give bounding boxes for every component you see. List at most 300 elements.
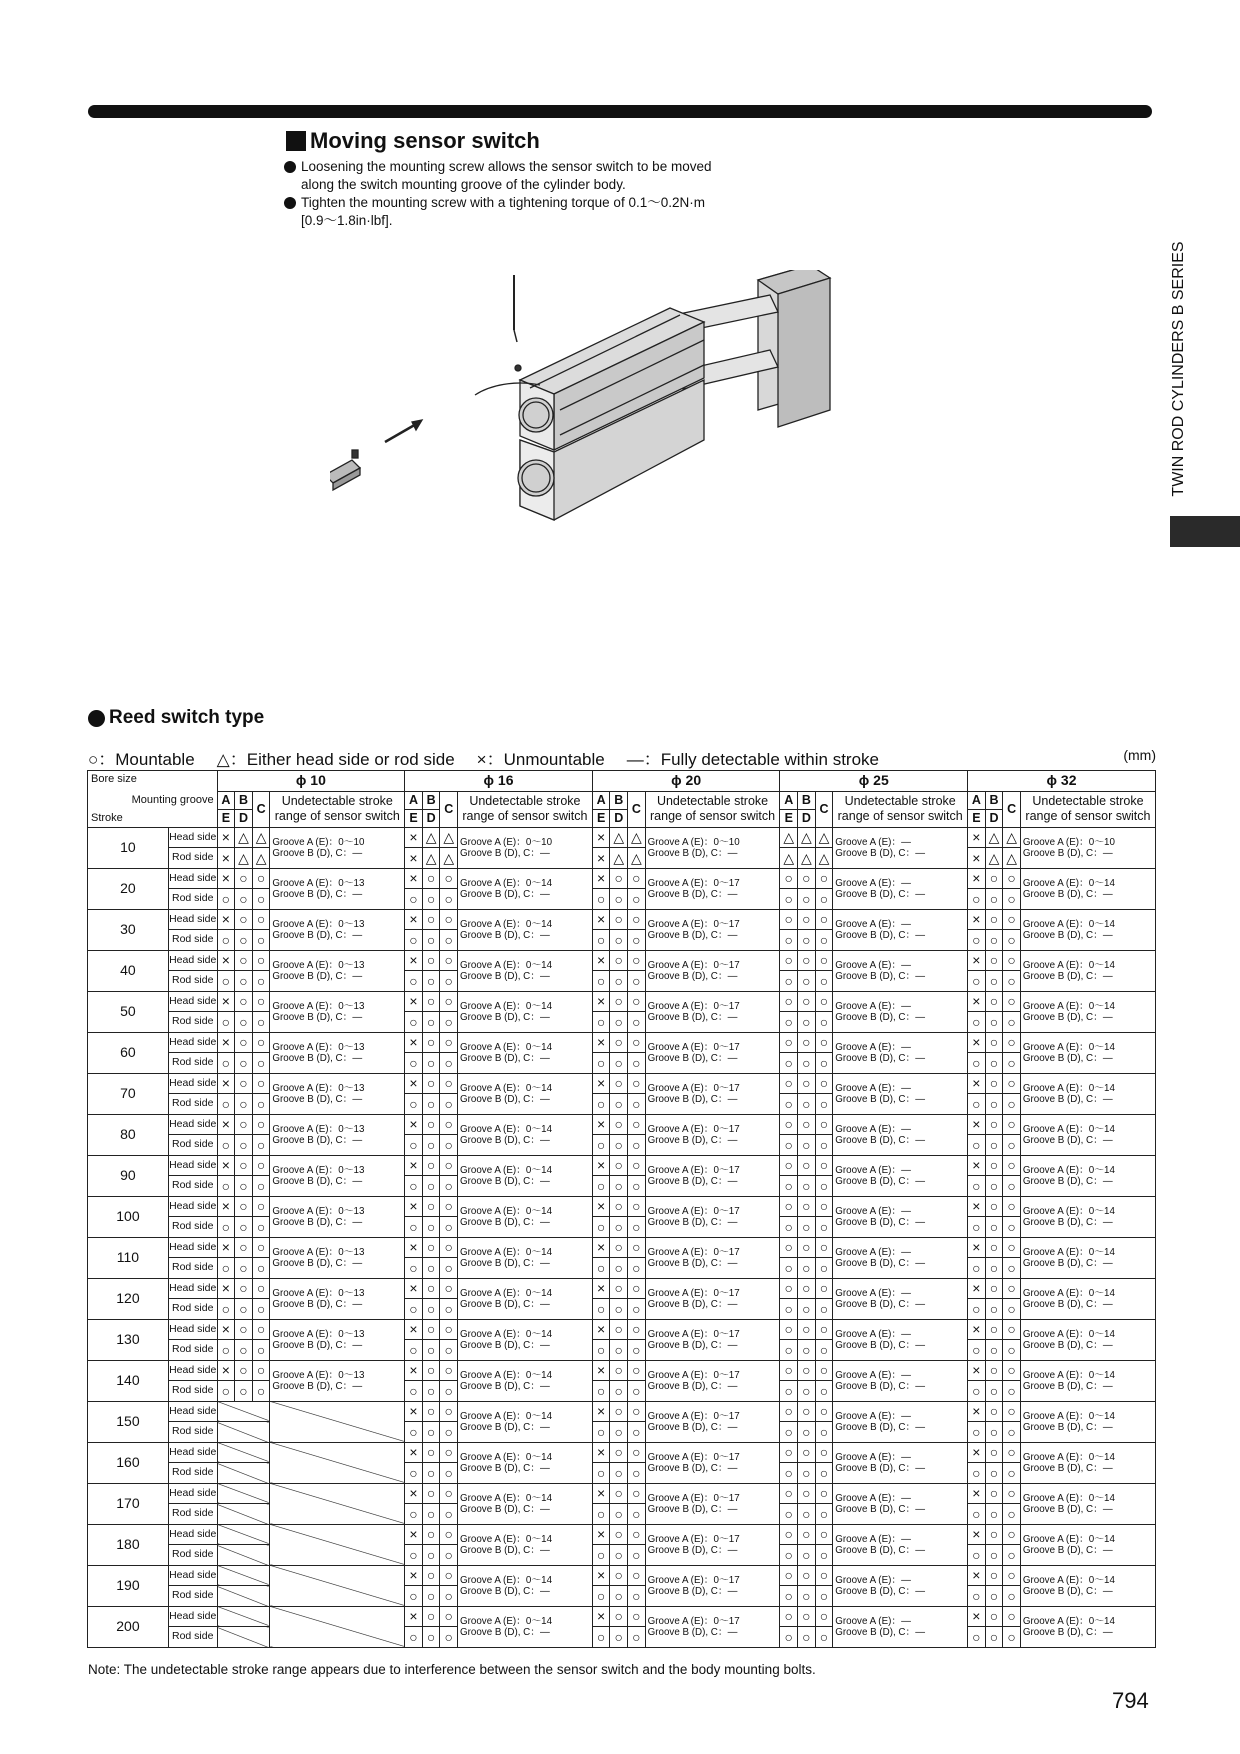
mount-symbol: ○ — [252, 1135, 270, 1156]
undetectable-range — [833, 1360, 968, 1401]
mount-symbol: ○ — [405, 930, 423, 951]
mount-symbol: △ — [815, 827, 833, 848]
groove-b-range: Groove B (D), C：— — [1022, 1257, 1113, 1269]
not-available-cell — [217, 1565, 270, 1586]
mount-symbol: ○ — [628, 1340, 646, 1361]
mount-symbol: ○ — [780, 1032, 798, 1053]
head-side-label: Head side — [168, 1483, 217, 1504]
mount-symbol: ○ — [235, 1217, 253, 1238]
groove-e-header: E — [405, 809, 423, 827]
mount-symbol: ○ — [968, 1504, 986, 1525]
mount-symbol: × — [968, 1319, 986, 1340]
bore-size-header: ϕ 32 — [968, 771, 1156, 792]
mount-symbol: ○ — [815, 868, 833, 889]
mount-symbol: ○ — [422, 1237, 440, 1258]
undetectable-range — [645, 1401, 780, 1442]
mount-symbol: ○ — [610, 1442, 628, 1463]
groove-b-range: Groove B (D), C：— — [835, 1585, 926, 1597]
mount-symbol: △ — [1003, 827, 1021, 848]
mount-symbol: ○ — [610, 1381, 628, 1402]
groove-b-range: Groove B (D), C：— — [1022, 1544, 1113, 1556]
undetectable-range — [1020, 1196, 1155, 1237]
mount-symbol: ○ — [798, 1463, 816, 1484]
mount-symbol: ○ — [780, 1463, 798, 1484]
mount-symbol: ○ — [235, 1340, 253, 1361]
mount-symbol: ○ — [815, 1196, 833, 1217]
table-row — [88, 909, 1156, 930]
rod-side-label: Rod side — [168, 1627, 217, 1648]
groove-b-range: Groove B (D), C：— — [835, 1175, 926, 1187]
mount-symbol: ○ — [985, 1360, 1003, 1381]
page-number: 794 — [1112, 1688, 1149, 1713]
mount-symbol: × — [405, 909, 423, 930]
mount-symbol: × — [592, 1073, 610, 1094]
mount-symbol: △ — [815, 848, 833, 869]
mount-symbol: ○ — [780, 1422, 798, 1443]
head-side-label: Head side — [168, 1114, 217, 1135]
groove-a-range: Groove A (E)：0～13 — [272, 1164, 365, 1176]
table-row — [88, 868, 1156, 889]
undetectable-range — [270, 1073, 405, 1114]
mount-symbol: ○ — [610, 1627, 628, 1648]
undetectable-range — [645, 1073, 780, 1114]
undetectable-range — [833, 1483, 968, 1524]
mount-symbol: ○ — [780, 889, 798, 910]
undetectable-range — [833, 868, 968, 909]
groove-b-range: Groove B (D), C：— — [1022, 1503, 1113, 1515]
groove-a-range: Groove A (E)：0～14 — [460, 1492, 553, 1504]
mount-symbol: ○ — [405, 1217, 423, 1238]
not-available-cell — [217, 1545, 270, 1566]
mount-symbol: ○ — [592, 1422, 610, 1443]
groove-a-range: Groove A (E)：0～14 — [460, 1533, 553, 1545]
section-title — [286, 128, 540, 154]
groove-b-range: Groove B (D), C：— — [272, 1298, 363, 1310]
groove-b-range: Groove B (D), C：— — [460, 929, 550, 941]
mount-symbol: △ — [440, 848, 458, 869]
head-side-label: Head side — [168, 1565, 217, 1586]
groove-a-range: Groove A (E)：0～14 — [1022, 1246, 1115, 1258]
mount-symbol: ○ — [628, 1155, 646, 1176]
groove-b-range: Groove B (D), C：— — [460, 1175, 550, 1187]
mount-symbol: × — [968, 868, 986, 889]
mount-symbol: ○ — [798, 1586, 816, 1607]
mount-symbol: ○ — [628, 1196, 646, 1217]
mount-symbol: ○ — [422, 1381, 440, 1402]
undetectable-range — [270, 991, 405, 1032]
mount-symbol: ○ — [628, 1545, 646, 1566]
undetectable-range — [458, 950, 593, 991]
mount-symbol: ○ — [592, 1176, 610, 1197]
table-row — [88, 1114, 1156, 1135]
mount-symbol: ○ — [422, 1340, 440, 1361]
mount-symbol: ○ — [592, 1299, 610, 1320]
mount-symbol: ○ — [1003, 1360, 1021, 1381]
mount-symbol: ○ — [610, 1217, 628, 1238]
table-corner-cell — [88, 771, 218, 828]
rod-side-label: Rod side — [168, 1012, 217, 1033]
mount-symbol: ○ — [1003, 1401, 1021, 1422]
subsection-title: Reed switch type — [88, 707, 264, 729]
mount-symbol: ○ — [235, 889, 253, 910]
mount-symbol: ○ — [422, 1422, 440, 1443]
mount-symbol: ○ — [252, 1114, 270, 1135]
head-side-label: Head side — [168, 1319, 217, 1340]
groove-a-range: Groove A (E)：0～13 — [272, 1246, 365, 1258]
mount-symbol: × — [592, 991, 610, 1012]
mount-symbol: ○ — [235, 1319, 253, 1340]
groove-a-range: Groove A (E)：— — [835, 1164, 911, 1176]
head-side-label: Head side — [168, 1360, 217, 1381]
groove-b-range: Groove B (D), C：— — [835, 1134, 926, 1146]
mount-symbol: × — [592, 827, 610, 848]
undetectable-range — [645, 868, 780, 909]
mount-symbol: ○ — [985, 889, 1003, 910]
mount-symbol: ○ — [440, 930, 458, 951]
mount-symbol: × — [968, 848, 986, 869]
mount-symbol: × — [968, 1606, 986, 1627]
mount-symbol: ○ — [422, 1442, 440, 1463]
stroke-value: 200 — [88, 1606, 169, 1647]
groove-a-range: Groove A (E)：0～17 — [647, 1615, 740, 1627]
groove-a-range: Groove A (E)：0～17 — [647, 1041, 740, 1053]
mount-symbol: ○ — [798, 1381, 816, 1402]
groove-a-range: Groove A (E)：0～13 — [272, 877, 365, 889]
groove-d-header: D — [422, 809, 440, 827]
series-side-tab — [1170, 516, 1240, 547]
mount-symbol: ○ — [610, 1360, 628, 1381]
mount-symbol: ○ — [610, 1606, 628, 1627]
mount-symbol: ○ — [815, 1053, 833, 1074]
undetectable-range — [833, 1606, 968, 1647]
mount-symbol: ○ — [405, 1504, 423, 1525]
mount-symbol: × — [405, 1155, 423, 1176]
groove-b-range: Groove B (D), C：— — [835, 1298, 926, 1310]
mount-symbol: ○ — [780, 1340, 798, 1361]
undetectable-range — [833, 1319, 968, 1360]
table-row — [88, 1073, 1156, 1094]
mount-symbol: ○ — [628, 950, 646, 971]
groove-b-range: Groove B (D), C：— — [272, 1093, 363, 1105]
mount-symbol: ○ — [628, 1463, 646, 1484]
mount-symbol: ○ — [422, 1524, 440, 1545]
table-row — [88, 1176, 1156, 1197]
mount-symbol: ○ — [968, 1217, 986, 1238]
rod-side-label: Rod side — [168, 1504, 217, 1525]
table-row — [88, 930, 1156, 951]
mount-symbol: ○ — [628, 1360, 646, 1381]
undetectable-range — [458, 991, 593, 1032]
table-row — [88, 1237, 1156, 1258]
undetectable-range — [458, 1114, 593, 1155]
mount-symbol: ○ — [422, 1606, 440, 1627]
mount-symbol: ○ — [217, 1258, 235, 1279]
mount-symbol: ○ — [252, 1012, 270, 1033]
mount-symbol: ○ — [610, 950, 628, 971]
mount-symbol: ○ — [780, 971, 798, 992]
groove-b-range: Groove B (D), C：— — [1022, 1585, 1113, 1597]
mount-symbol: ○ — [1003, 1565, 1021, 1586]
mount-symbol: ○ — [422, 1565, 440, 1586]
mount-symbol: ○ — [610, 971, 628, 992]
groove-a-range: Groove A (E)：0～14 — [1022, 1615, 1115, 1627]
groove-a-range: Groove A (E)：0～17 — [647, 1451, 740, 1463]
undetectable-range — [458, 1155, 593, 1196]
instructions — [284, 158, 784, 230]
mount-symbol: ○ — [798, 1565, 816, 1586]
groove-e-header: E — [968, 809, 986, 827]
mount-symbol: ○ — [628, 1053, 646, 1074]
mount-symbol: ○ — [780, 1442, 798, 1463]
mount-symbol: ○ — [610, 930, 628, 951]
mount-symbol: ○ — [440, 1524, 458, 1545]
mount-symbol: ○ — [592, 1135, 610, 1156]
mount-symbol: ○ — [422, 1196, 440, 1217]
mount-symbol: ○ — [440, 868, 458, 889]
groove-b-range: Groove B (D), C：— — [835, 1462, 926, 1474]
mount-symbol: × — [968, 909, 986, 930]
groove-b-range: Groove B (D), C：— — [647, 1298, 738, 1310]
undetectable-range — [270, 1278, 405, 1319]
mount-symbol: ○ — [628, 868, 646, 889]
mount-symbol: ○ — [798, 1627, 816, 1648]
mount-symbol: ○ — [780, 1196, 798, 1217]
mount-symbol: ○ — [252, 1258, 270, 1279]
mount-symbol: ○ — [1003, 1155, 1021, 1176]
groove-a-range: Groove A (E)：— — [835, 1533, 911, 1545]
mount-symbol: × — [217, 909, 235, 930]
mount-symbol: ○ — [798, 1299, 816, 1320]
undetectable-range — [270, 950, 405, 991]
mount-symbol: ○ — [217, 1381, 235, 1402]
head-side-label: Head side — [168, 1401, 217, 1422]
mount-symbol: ○ — [628, 1524, 646, 1545]
mount-symbol: ○ — [798, 1442, 816, 1463]
table-row — [88, 1032, 1156, 1053]
groove-b-range: Groove B (D), C：— — [647, 1544, 738, 1556]
mount-symbol: ○ — [780, 1176, 798, 1197]
undetectable-range — [1020, 1073, 1155, 1114]
groove-c-header: C — [815, 791, 833, 827]
groove-b-range: Groove B (D), C：— — [272, 1175, 363, 1187]
mount-symbol: ○ — [628, 1237, 646, 1258]
groove-b-range: Groove B (D), C：— — [272, 970, 363, 982]
groove-b-range: Groove B (D), C：— — [272, 1257, 363, 1269]
undetectable-range — [458, 1442, 593, 1483]
groove-b-range: Groove B (D), C：— — [1022, 1626, 1113, 1638]
mount-symbol: × — [217, 1278, 235, 1299]
mount-symbol: ○ — [985, 1340, 1003, 1361]
groove-a-range: Groove A (E)：— — [835, 1410, 911, 1422]
mount-symbol: ○ — [235, 1155, 253, 1176]
groove-e-header: E — [780, 809, 798, 827]
mount-symbol: ○ — [610, 1504, 628, 1525]
mount-symbol: ○ — [405, 971, 423, 992]
mount-symbol: ○ — [1003, 909, 1021, 930]
stroke-value: 110 — [88, 1237, 169, 1278]
mount-symbol: ○ — [798, 991, 816, 1012]
mount-symbol: ○ — [798, 1401, 816, 1422]
mount-symbol: ○ — [985, 1237, 1003, 1258]
mount-symbol: ○ — [628, 1278, 646, 1299]
mount-symbol: ○ — [1003, 930, 1021, 951]
legend-mountable: ○：Mountable — [88, 750, 195, 769]
groove-b-range: Groove B (D), C：— — [647, 1462, 738, 1474]
mount-symbol: × — [968, 1114, 986, 1135]
mount-symbol: ○ — [235, 1237, 253, 1258]
table-row — [88, 1586, 1156, 1607]
mount-symbol: ○ — [968, 1340, 986, 1361]
not-available-cell — [217, 1504, 270, 1525]
mount-symbol: ○ — [422, 1463, 440, 1484]
mount-symbol: ○ — [798, 1258, 816, 1279]
undetectable-range — [833, 1196, 968, 1237]
mount-symbol: ○ — [1003, 868, 1021, 889]
undetectable-range — [833, 1401, 968, 1442]
mount-symbol: ○ — [985, 1114, 1003, 1135]
mount-symbol: × — [405, 827, 423, 848]
groove-a-range: Groove A (E)：0～17 — [647, 1369, 740, 1381]
groove-a-range: Groove A (E)：0～14 — [460, 1205, 553, 1217]
groove-b-range: Groove B (D), C：— — [835, 1544, 926, 1556]
legend-either-side: △：Either head side or rod side — [216, 750, 455, 769]
groove-a-range: Groove A (E)：— — [835, 959, 911, 971]
undetectable-range — [645, 1442, 780, 1483]
groove-b-range: Groove B (D), C：— — [1022, 888, 1113, 900]
mount-symbol: ○ — [422, 1053, 440, 1074]
mount-symbol: ○ — [815, 1565, 833, 1586]
mount-symbol: ○ — [1003, 1299, 1021, 1320]
mount-symbol: ○ — [592, 1463, 610, 1484]
undetectable-range — [833, 1073, 968, 1114]
mount-symbol: × — [217, 1237, 235, 1258]
mount-symbol: ○ — [985, 909, 1003, 930]
mount-symbol: ○ — [968, 930, 986, 951]
mount-symbol: ○ — [985, 1135, 1003, 1156]
not-available-cell — [217, 1401, 270, 1422]
groove-a-range: Groove A (E)：0～14 — [460, 1410, 553, 1422]
mount-symbol: ○ — [798, 1114, 816, 1135]
undetectable-range — [1020, 950, 1155, 991]
mount-symbol: ○ — [235, 1114, 253, 1135]
mount-symbol: ○ — [815, 909, 833, 930]
groove-b-range: Groove B (D), C：— — [460, 1134, 550, 1146]
mount-symbol: × — [405, 1442, 423, 1463]
groove-b-range: Groove B (D), C：— — [647, 1134, 738, 1146]
mount-symbol: ○ — [985, 1463, 1003, 1484]
mount-symbol: ○ — [780, 868, 798, 889]
mount-symbol: ○ — [1003, 1586, 1021, 1607]
rod-side-label: Rod side — [168, 848, 217, 869]
table-row — [88, 1217, 1156, 1238]
table-row — [88, 1524, 1156, 1545]
mount-symbol: ○ — [440, 991, 458, 1012]
groove-a-range: Groove A (E)：0～17 — [647, 1205, 740, 1217]
mount-symbol: ○ — [422, 1627, 440, 1648]
table-row — [88, 827, 1156, 848]
mount-symbol: ○ — [815, 1504, 833, 1525]
bore-size-header: ϕ 20 — [592, 771, 780, 792]
mount-symbol: ○ — [440, 1155, 458, 1176]
mount-symbol: ○ — [780, 1217, 798, 1238]
mount-symbol: ○ — [422, 1545, 440, 1566]
mount-symbol: ○ — [610, 1196, 628, 1217]
mount-symbol: ○ — [405, 1053, 423, 1074]
bore-size-header: ϕ 25 — [780, 771, 968, 792]
undetectable-range — [645, 1360, 780, 1401]
mount-symbol: ○ — [235, 1032, 253, 1053]
groove-b-range: Groove B (D), C：— — [647, 1421, 738, 1433]
groove-a-range: Groove A (E)：— — [835, 836, 911, 848]
mount-symbol: ○ — [815, 1545, 833, 1566]
not-available-cell — [217, 1483, 270, 1504]
mount-symbol: × — [405, 1483, 423, 1504]
undetectable-range — [1020, 1524, 1155, 1565]
mount-symbol: ○ — [1003, 1422, 1021, 1443]
mount-symbol: ○ — [628, 1565, 646, 1586]
undetectable-range — [1020, 1483, 1155, 1524]
mount-symbol: ○ — [405, 1545, 423, 1566]
groove-b-range: Groove B (D), C：— — [272, 1339, 363, 1351]
mount-symbol: ○ — [985, 1073, 1003, 1094]
mount-symbol: ○ — [252, 1155, 270, 1176]
mount-symbol: ○ — [610, 1463, 628, 1484]
footnote: Note: The undetectable stroke range appears due to interference between the sensor switch and the body mounting bolts. — [88, 1662, 816, 1677]
mount-symbol: ○ — [1003, 1237, 1021, 1258]
mount-symbol: ○ — [815, 1360, 833, 1381]
undetectable-range — [645, 1237, 780, 1278]
mount-symbol: ○ — [405, 1586, 423, 1607]
mount-symbol: ○ — [1003, 1504, 1021, 1525]
rod-side-label: Rod side — [168, 889, 217, 910]
table-row — [88, 991, 1156, 1012]
groove-a-range: Groove A (E)：0～14 — [1022, 1205, 1115, 1217]
groove-a-range: Groove A (E)：0～14 — [1022, 1410, 1115, 1422]
mount-symbol: ○ — [592, 1586, 610, 1607]
groove-a-range: Groove A (E)：0～13 — [272, 1287, 365, 1299]
groove-b-range: Groove B (D), C：— — [272, 1216, 363, 1228]
mount-symbol: ○ — [968, 1627, 986, 1648]
not-available-cell — [217, 1524, 270, 1545]
undetectable-range-header: Undetectable stroke range of sensor switch — [833, 791, 968, 827]
groove-a-range: Groove A (E)：0～14 — [460, 1041, 553, 1053]
rod-side-label: Rod side — [168, 1340, 217, 1361]
bullet-item: Tighten the mounting screw with a tightening torque of 0.1～0.2N·m — [284, 194, 784, 212]
mount-symbol: ○ — [592, 1545, 610, 1566]
mount-symbol: ○ — [440, 1237, 458, 1258]
mount-symbol: ○ — [422, 1012, 440, 1033]
not-available-cell — [217, 1627, 270, 1648]
mount-symbol: ○ — [422, 889, 440, 910]
mount-symbol: ○ — [252, 1217, 270, 1238]
groove-b-range: Groove B (D), C：— — [1022, 1052, 1113, 1064]
mount-symbol: ○ — [405, 1627, 423, 1648]
mount-symbol: ○ — [440, 1627, 458, 1648]
undetectable-range — [645, 1524, 780, 1565]
mount-symbol: ○ — [1003, 1258, 1021, 1279]
mount-symbol: ○ — [1003, 1319, 1021, 1340]
undetectable-range — [270, 1360, 405, 1401]
mount-symbol: ○ — [252, 868, 270, 889]
table-row — [88, 1381, 1156, 1402]
mount-symbol: × — [968, 1032, 986, 1053]
mount-symbol: ○ — [798, 950, 816, 971]
groove-a-range: Groove A (E)：0～14 — [460, 1451, 553, 1463]
mount-symbol: ○ — [628, 1073, 646, 1094]
mount-symbol: ○ — [440, 1545, 458, 1566]
undetectable-range — [458, 1524, 593, 1565]
mount-symbol: ○ — [422, 1032, 440, 1053]
